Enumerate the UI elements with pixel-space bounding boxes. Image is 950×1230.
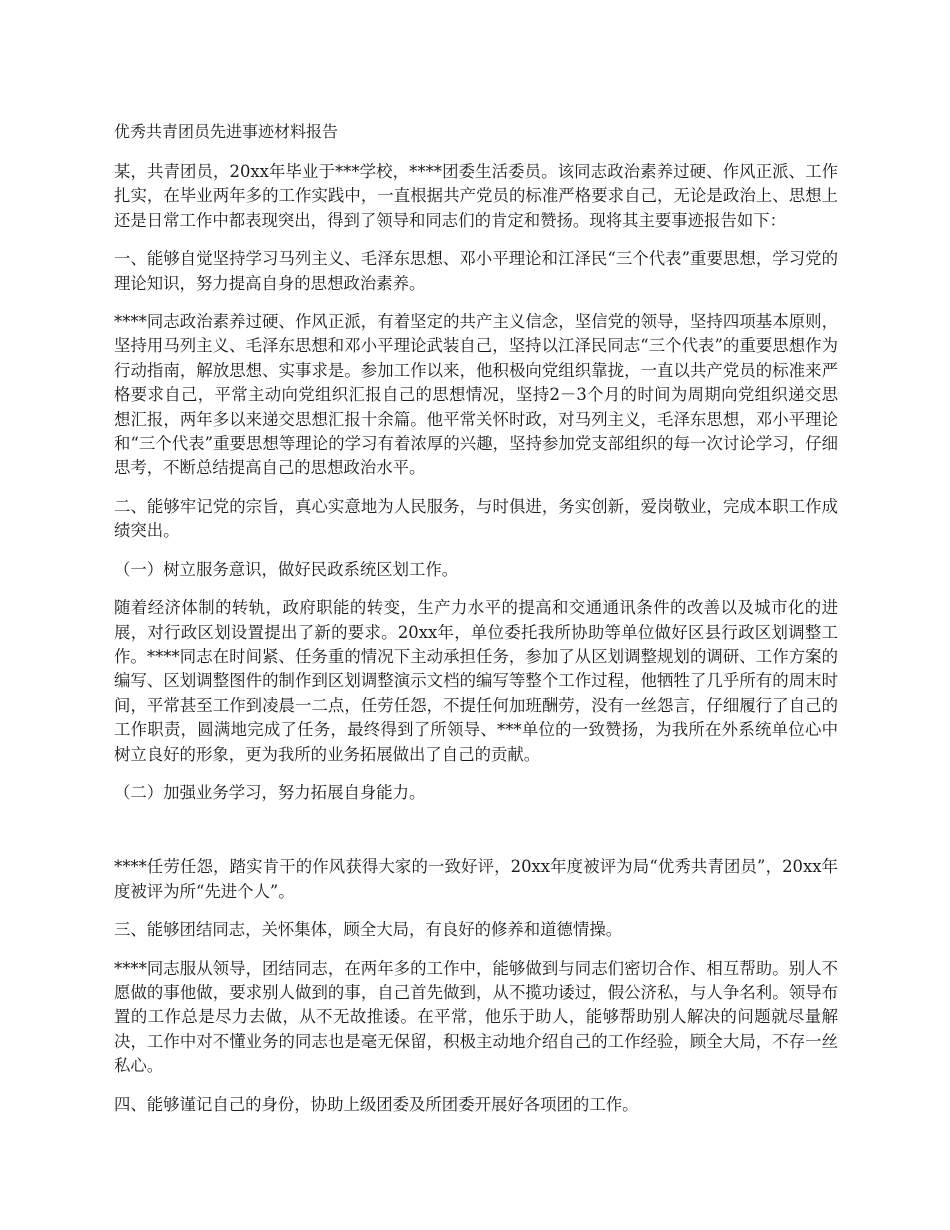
section-2-heading: 二、能够牢记党的宗旨，真心实意地为人民服务，与时俱进，务实创新，爱岗敬业，完成本职工作成绩突出。 [114,496,838,541]
section-1-body: ****同志政治素养过硬、作风正派，有着坚定的共产主义信念，坚信党的领导，坚持四项基本原则，坚持用马列主义、毛泽东思想和邓小平理论武装自己，坚持以江泽民同志“三个代表”的重要思想作为行动指南，解放思想、实事求是。参加工作以来，他积极向党组织靠拢，一直以共产党员的标准来严格要求自己，平常主动向党组织汇报自己的思想情况，坚持2－3个月的时间为周期向党组织递交思想汇报，两年多以来递交思想汇报十余篇。他平常关怀时政，对马列主义，毛泽东思想，邓小平理论和“三个代表”重要思想等理论的学习有着浓厚的兴趣，坚持参加党支部组织的每一次讨论学习，仔细思考，不断总结提高自己的思想政治水平。 [114,312,838,478]
section-1-heading: 一、能够自觉坚持学习马列主义、毛泽东思想、邓小平理论和江泽民“三个代表”重要思想，学习党的理论知识，努力提高自身的思想政治素养。 [114,249,838,293]
section-3-body: ****同志服从领导，团结同志，在两年多的工作中，能够做到与同志们密切合作、相互帮助。别人不愿做的事他做，要求别人做到的事，自己首先做到，从不揽功诿过，假公济私，与人争名利。领导布置的工作总是尽力去做，从不无故推诿。在平常，他乐于助人，能够帮助别人解决的问题就尽量解决，工作中对不懂业务的同志也是毫无保留，积极主动地介绍自己的工作经验，顾全大局，不存一丝私心。 [114,958,838,1076]
document-title: 优秀共青团员先进事迹材料报告 [114,122,339,141]
subsection-1-body: 随着经济体制的转轨，政府职能的转变，生产力水平的提高和交通通讯条件的改善以及城市化的进展，对行政区划设置提出了新的要求。20xx年，单位委托我所协助等单位做好区县行政区划调整工作。****同志在时间紧、任务重的情况下主动承担任务，参加了从区划调整规划的调研、工作方案的编写、区划调整图件的制作到区划调整演示文档的编写等整个工作过程，他牺牲了几乎所有的周末时间，平常甚至工作到凌晨一二点，任劳任怨，不提任何加班酬劳，没有一丝怨言，仔细履行了自己的工作职责，圆满地完成了任务，最终得到了所领导、***单位的一致赞扬，为我所在外系统单位心中树立良好的形象，更为我所的业务拓展做出了自己的贡献。 [114,598,838,764]
intro-paragraph: 某，共青团员，20xx年毕业于***学校，****团委生活委员。该同志政治素养过硬、作风正派、工作扎实，在毕业两年多的工作实践中，一直根据共产党员的标准严格要求自己，无论是政治上、思想上还是日常工作中都表现突出，得到了领导和同志们的肯定和赞扬。现将其主要事迹报告如下： [114,162,838,230]
section-3-heading: 三、能够团结同志，关怀集体，顾全大局，有良好的修养和道德情操。 [114,920,623,940]
subsection-2-body: ****任劳任怨，踏实肯干的作风获得大家的一致好评，20xx年度被评为局“优秀共青团员”，20xx年度被评为所“先进个人”。 [114,857,838,901]
blank-gap [114,819,838,855]
document-page [114,120,838,1131]
subsection-2-heading: （二）加强业务学习，努力拓展自身能力。 [114,782,426,802]
section-4-heading: 四、能够谨记自己的身份，协助上级团委及所团委开展好各项团的工作。 [114,1094,639,1114]
subsection-1-heading: （一）树立服务意识，做好民政系统区划工作。 [114,559,459,579]
